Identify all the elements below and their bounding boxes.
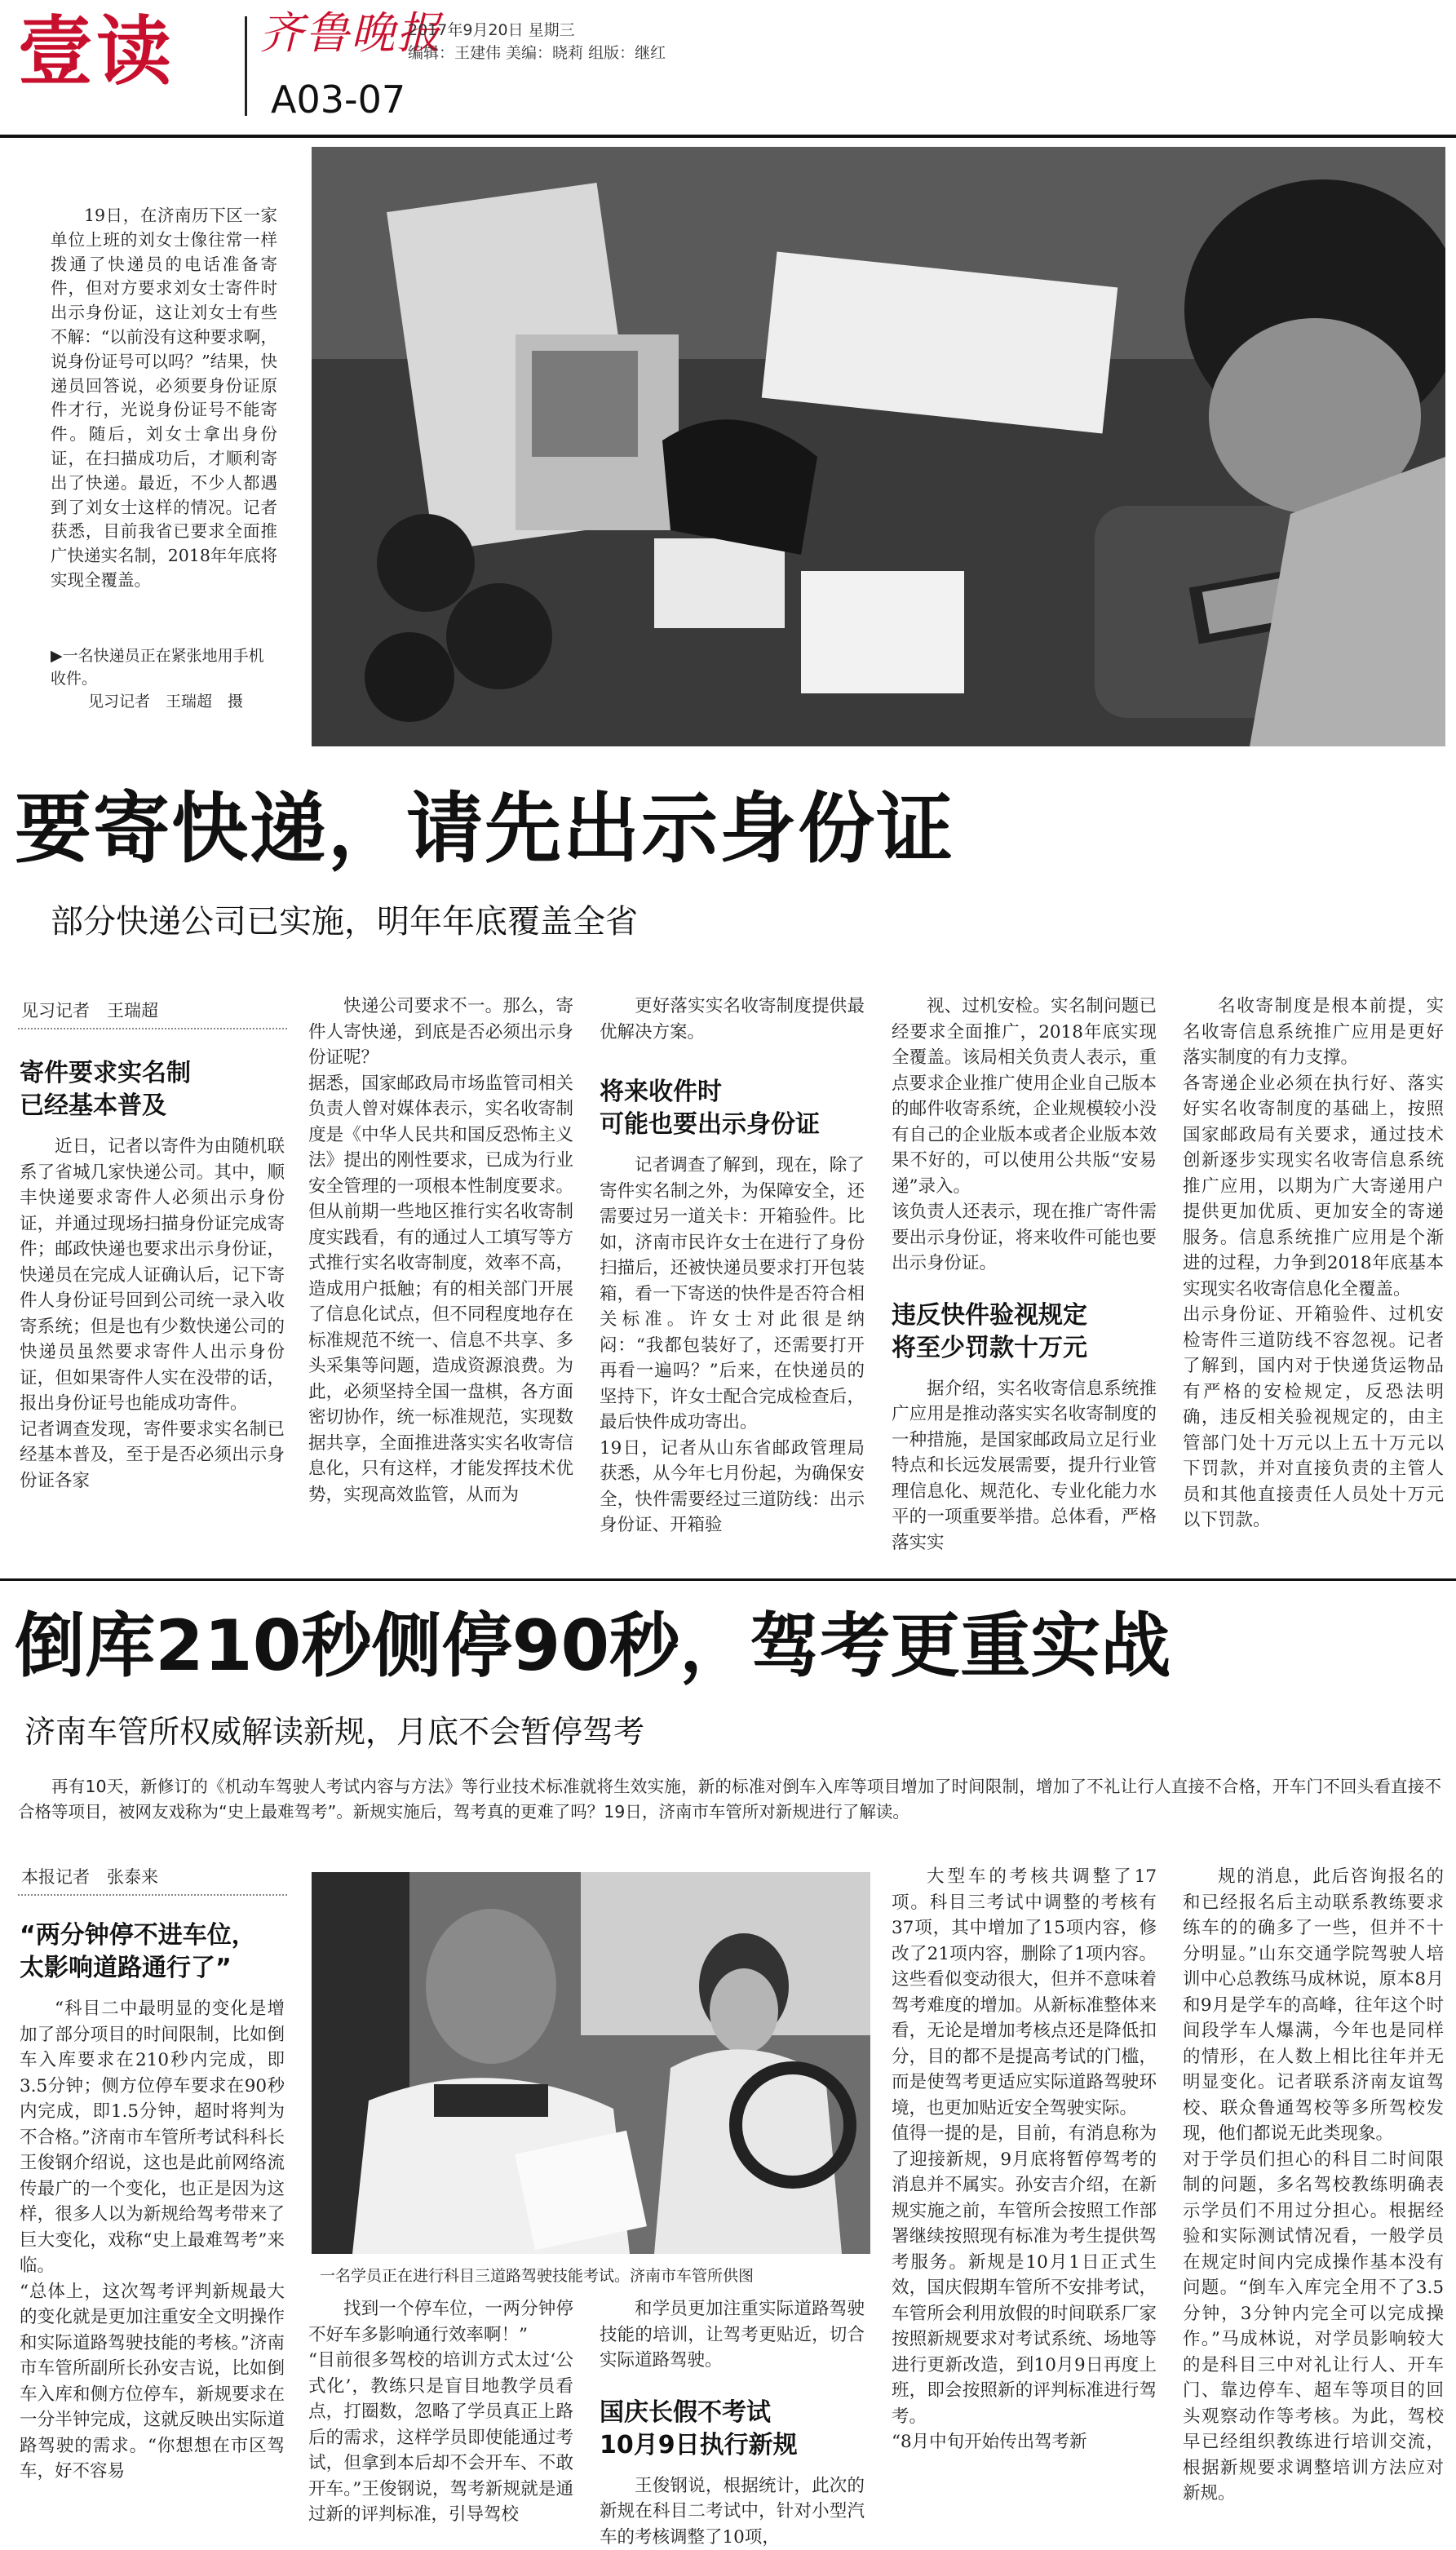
story2-headline: 倒库210秒侧停90秒，驾考更重实战 bbox=[15, 1605, 1171, 1687]
byline-rule-2 bbox=[18, 1894, 287, 1896]
masthead-rule bbox=[0, 135, 1456, 138]
section-title: 壹读 bbox=[18, 8, 175, 95]
story1-subhead-3: 违反快件验视规定 将至少罚款十万元 bbox=[892, 1300, 1087, 1362]
story1-lead: 19日，在济南历下区一家单位上班的刘女士像往常一样拨通了快递员的电话准备寄件，但对方要求刘女士寄件时出示身份证，这让刘女士有些不解：“以前没有这种要求啊，说身份证号可以吗？”结果，快递员回答说，必须要身份证原件才行，光说身份证号不能寄件。随后，刘女士拿出身份证，在扫描成功后，才顺利寄出了快递。最近，不少人都遇到了刘女士这样的情况。记者获悉，目前我省已要求全面推广快递实名制，2018年年底将实现全覆盖。 bbox=[51, 206, 277, 590]
story2-col4: 大型车的考核共调整了17项。科目三考试中调整的考核有37项，其中增加了15项内容，修改了21项内容，删除了1项内容。这些看似变动很大，但并不意味着驾考难度的增加。从新标准整体来看，无论是增加考核点还是降低扣分，目的都不是提高考试的门槛，而是使驾考更适应实际道路驾驶环境，也更加贴近安全驾驶实际。 值得一提的是，目前，有消息称为了迎接新规，9月底将暂停驾考的消息并不属实。孙安吉介绍，在新规实施之前，车管所会按照工作部署继续按照现有标准为考生提供驾考服务。新规是10月1日正式生效，国庆假期车管所不安排考试，车管所会利用放假的时间联系厂家按照新规要求对考试系统、场地等进行更新改造，到10月9日再度上班，即会按照新的评判标准进行驾考。 “8月中旬开始传出驾考新 bbox=[892, 1866, 1157, 2452]
story2-subhead-1: “两分钟停不进车位， 太影响道路通行了” bbox=[20, 1921, 256, 1982]
story1-col3: 更好落实实名收寄制度提供最优解决方案。 将来收件时 可能也要出示身份证 记者调查了解到，现在，除了寄件实名制之外，为保障安全，还需要过另一道关卡：开箱验件。比如，济南市民许女士在进行了身份扫描后，还被快递员要求打开包装箱，看一下寄送的快件是否符合相关标准。许女士对此很是纳闷：“我都包装好了，还需要打开再看一遍吗？”后来，在快递员的坚持下，许女士配合完成检查后，最后快件成功寄出。 19日，记者从山东省邮政管理局获悉，从今年七月份起，为确保安全，快件需要经过三道防线：出示身份证、开箱验 bbox=[600, 996, 865, 1535]
byline-rule bbox=[18, 1028, 287, 1029]
story2-col3: 和学员更加注重实际道路驾驶技能的培训，让驾考更贴近，切合实际道路驾驶。 国庆长假不考试 10月9日执行新规 王俊钢说，根据统计，此次的新规在科目二考试中，针对小型汽车的考核调整了10项， bbox=[600, 2299, 865, 2548]
story1-byline: 见习记者 王瑞超 bbox=[21, 1001, 158, 1020]
page-code: A03-07 bbox=[271, 77, 406, 122]
story-divider bbox=[0, 1578, 1456, 1581]
story2-intro: 再有10天，新修订的《机动车驾驶人考试内容与方法》等行业技术标准就将生效实施，新的标准对倒车入库等项目增加了时间限制，增加了不礼让行人直接不合格，开车门不回头看直接不合格等项目，被网友戏称为“史上最难驾考”。新规实施后，驾考真的更难了吗？19日，济南市车管所对新规进行了解读。 bbox=[18, 1777, 1441, 1822]
story1-col4: 视、过机安检。实名制问题已经要求全面推广，2018年底实现全覆盖。该局相关负责人表示，重点要求企业推广使用企业自己版本的邮件收寄系统，企业规模较小没有自己的企业版本或者企业版本效果不好的，可以使用公共版“安易递”录入。 该负责人还表示，现在推广寄件需要出示身份证，将来收件可能也要出示身份证。 违反快件验视规定 将至少罚款十万元 据介绍，实名收寄信息系统推广应用是推动落实实名收寄制度的一种措施，是国家邮政局立足行业特点和长远发展需要，提升行业管理信息化、规范化、专业化能力水平的一项重要举措。总体看，严格落实实 bbox=[892, 996, 1157, 1553]
courier-scanning-photo bbox=[312, 147, 1445, 746]
paper-name-logo: 齐鲁晚报 bbox=[259, 7, 442, 59]
story1-subhead-1: 寄件要求实名制 已经基本普及 bbox=[20, 1059, 191, 1120]
story2-col2: 找到一个停车位，一两分钟停不好车多影响通行效率啊！” “目前很多驾校的培训方式太过‘公式化’，教练只是盲目地教学员看点，打圈数，忽略了学员真正上路后的需求，这样学员即使能通过考试，但拿到本后却不会开车、不敢开车。”王俊钢说，驾考新规就是通过新的评判标准，引导驾校 bbox=[308, 2299, 573, 2525]
story1-photo-caption: ▶一名快递员正在紧张地用手机收件。 bbox=[51, 647, 264, 688]
story1-photo-credit: 见习记者 王瑞超 摄 bbox=[88, 693, 244, 711]
story2-deck: 济南车管所权威解读新规，月底不会暂停驾考 bbox=[24, 1714, 645, 1750]
story2-col1: “两分钟停不进车位， 太影响道路通行了” “科目二中最明显的变化是增加了部分项目的时间限制，比如倒车入库要求在210秒内完成，即3.5分钟；侧方位停车要求在90秒内完成，即1.5分钟，超时将判为不合格。”济南市车管所考试科科长王俊钢介绍说，这也是此前网络流传最广的一个变化，也正是因为这样，很多人以为新规给驾考带来了巨大变化，戏称“史上最难驾考”来临。 “总体上，这次驾考评判新规最大的变化就是更加注重安全文明操作和实际道路驾驶技能的考核。”济南市车管所副所长孙安吉说，比如倒车入库和侧方位停车，新规要求在一分半钟完成，这就反映出实际道路驾驶的需求。“你想想在市区驾车，好不容易 bbox=[20, 1921, 285, 2481]
story2-subhead-2: 国庆长假不考试 10月9日执行新规 bbox=[600, 2397, 798, 2459]
driving-test-photo bbox=[312, 1872, 870, 2254]
story2-col5: 规的消息，此后咨询报名的和已经报名后主动联系教练要求练车的的确多了一些，但并不十分明显。”山东交通学院驾驶人培训中心总教练马成林说，原本8月和9月是学车的高峰，往年这个时间段学车人爆满，今年也是同样的情形，在人数上相比往年并无明显变化。记者联系济南友谊驾校、联众鲁通驾校等多所驾校发现，他们都说无此类现象。 对于学员们担心的科目二时间限制的问题，多名驾校教练明确表示学员们不用过分担心。根据经验和实际测试情况看，一般学员在规定时间内完成操作基本没有问题。“倒车入库完全用不了3.5分钟，3分钟内完全可以完成操作。”马成林说，对学员影响较大的是科目三中对礼让行人、开车门、靠边停车、超车等项目的回头观察动作等考核。为此，驾校早已经组织教练进行培训交流，根据新规要求调整培训方法应对新规。 bbox=[1183, 1866, 1444, 2504]
story1-col5: 名收寄制度是根本前提，实名收寄信息系统推广应用是更好落实制度的有力支撑。 各寄递企业必须在执行好、落实好实名收寄制度的基础上，按照国家邮政局有关要求，通过技术创新逐步实现实名收寄信息系统推广应用，以期为广大寄递用户提供更加优质、更加安全的寄递服务。信息系统推广应用是个渐进的过程，力争到2018年底基本实现实名收寄信息化全覆盖。 出示身份证、开箱验件、过机安检寄件三道防线不容忽视。记者了解到，国内对于快递货运物品有严格的安检规定，反恐法明确，违反相关验视规定的，由主管部门处十万元以上五十万元以下罚款，并对直接负责的主管人员和其他直接责任人员处十万元以下罚款。 bbox=[1183, 996, 1444, 1530]
masthead-divider bbox=[245, 16, 247, 116]
story1-col2: 快递公司要求不一。那么，寄件人寄快递，到底是否必须出示身份证呢？ 据悉，国家邮政局市场监管司相关负责人曾对媒体表示，实名收寄制度是《中华人民共和国反恐怖主义法》提出的刚性要求，已成为行业安全管理的一项根本性制度要求。但从前期一些地区推行实名收寄制度实践看，有的通过人工填写等方式推行实名收寄制度，效率不高，造成用户抵触；有的相关部门开展了信息化试点，但不同程度地存在标准规范不统一、信息不共享、多头采集等问题，造成资源浪费。为此，必须坚持全国一盘棋，各方面密切协作，统一标准规范，实现数据共享，全面推进落实实名收寄信息化，只有这样，才能发挥技术优势，实现高效监管，从而为 bbox=[308, 996, 573, 1505]
story2-byline: 本报记者 张泰来 bbox=[21, 1867, 158, 1887]
story1-deck: 部分快递公司已实施，明年年底覆盖全省 bbox=[51, 903, 638, 941]
story1-col1-text: 近日，记者以寄件为由随机联系了省城几家快递公司。其中，顺丰快递要求寄件人必须出示身份证，并通过现场扫描身份证完成寄件；邮政快递也要求出示身份证，快递员在完成人证确认后，记下寄件人身份证号回到公司统一录入收寄系统；但是也有少数快递公司的快递员虽然要求寄件人出示身份证，但如果寄件人实在没带的话，报出身份证号也能成功寄件。 记者调查发现，寄件要求实名制已经基本普及，至于是否必须出示身份证各家 bbox=[20, 1136, 285, 1491]
story2-photo-caption: 一名学员正在进行科目三道路驾驶技能考试。济南市车管所供图 bbox=[320, 2267, 755, 2285]
story1-headline: 要寄快递，请先出示身份证 bbox=[15, 785, 955, 874]
date-line: 2017年9月20日 星期三 bbox=[408, 21, 575, 39]
staff-line: 编辑：王建伟 美编：晓莉 组版：继红 bbox=[408, 44, 666, 62]
story1-col1 bbox=[20, 1044, 285, 1494]
story1-subhead-2: 将来收件时 可能也要出示身份证 bbox=[600, 1078, 820, 1139]
